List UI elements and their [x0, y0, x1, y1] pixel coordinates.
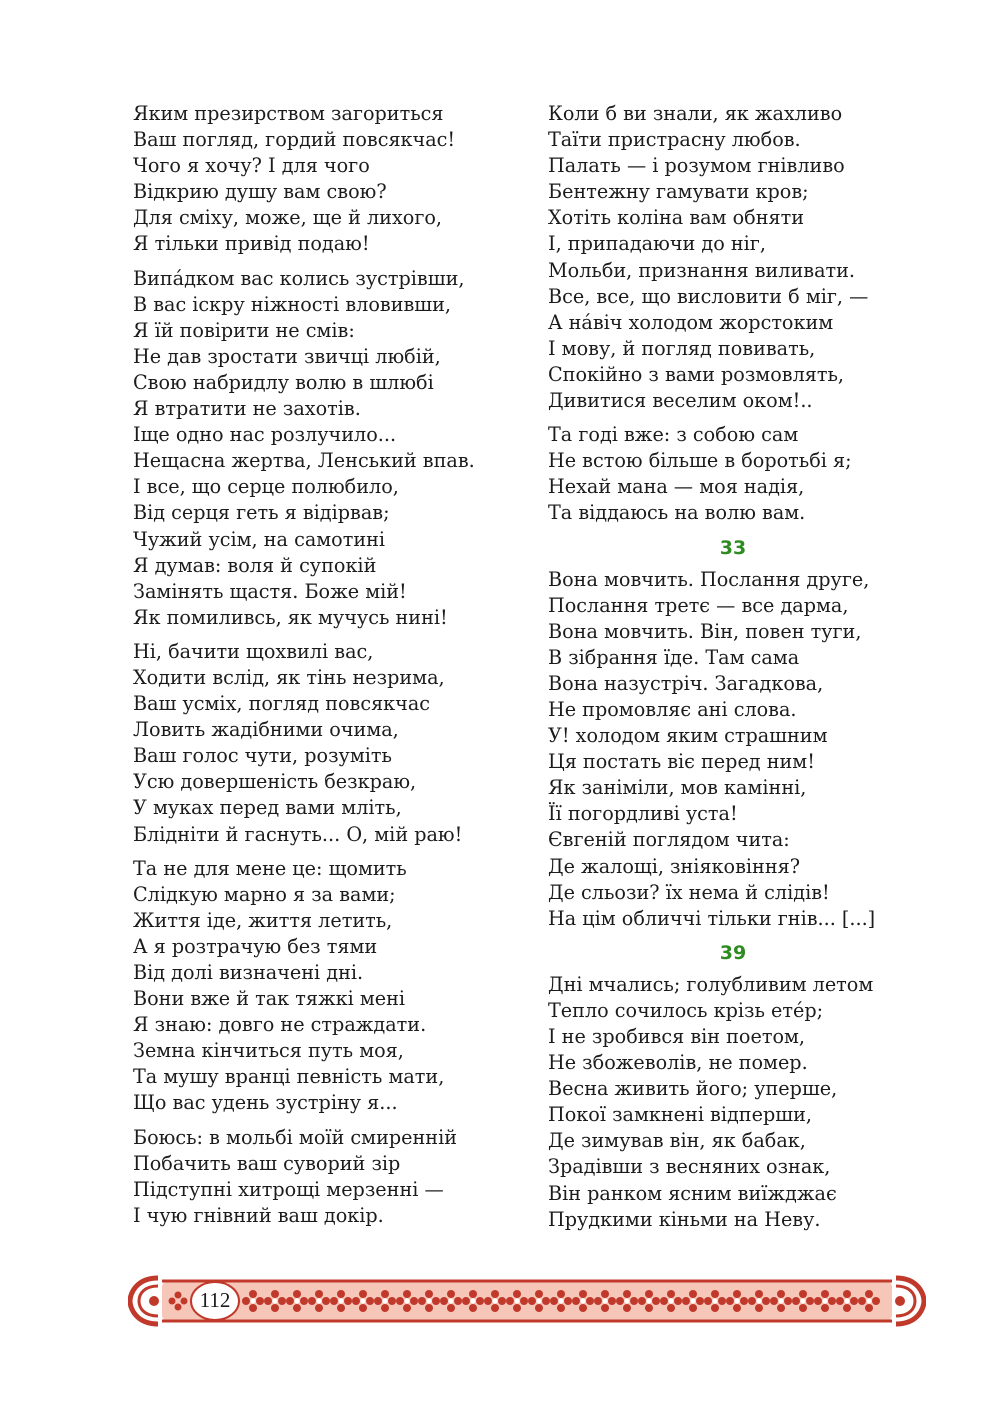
- poem-line: Блідніти й гаснуть... О, мій раю!: [133, 822, 463, 846]
- poem-line: Земна кінчиться путь моя,: [133, 1039, 404, 1063]
- poem-line: Ловить жадібними очима,: [133, 718, 399, 742]
- section-39-stanza: [548, 972, 948, 1233]
- poem-line: Ця постать віє перед ним!: [548, 750, 815, 774]
- poem-line: Все, все, що висловити б міг, —: [548, 284, 869, 308]
- poem-line: Життя іде, життя летить,: [133, 908, 393, 932]
- poem-line: Та віддаюсь на волю вам.: [548, 501, 806, 525]
- poem-line: І не зробився він поетом,: [548, 1025, 806, 1048]
- poem-line: Вона мовчить. Він, повен туги,: [548, 619, 862, 643]
- poem-line: Боюсь: в мольбі моїй смиренній: [133, 1125, 458, 1149]
- poem-line: Послання третє — все дарма,: [548, 593, 849, 617]
- poem-line: Не дав зростати звичці любій,: [133, 344, 441, 368]
- poem-line: Коли б ви знали, як жахливо: [548, 102, 843, 125]
- poem-line: Не встою більше в боротьбі я;: [548, 449, 852, 473]
- poem-line: Євгеній поглядом чита:: [548, 828, 790, 852]
- section-number-33: 33: [719, 536, 747, 559]
- poem-line: Ваш голос чути, розуміть: [133, 744, 392, 768]
- poem-line: Ваш погляд, гордий повсякчас!: [133, 128, 456, 152]
- poem-line: І чую гнівний ваш докір.: [133, 1203, 384, 1227]
- embroidery-border-ornament-icon: [128, 1272, 926, 1330]
- stanza: [133, 101, 523, 258]
- poem-line: І, припадаючи до ніг,: [548, 232, 766, 256]
- poem-line: Де зимував він, як бабак,: [548, 1129, 806, 1153]
- stanza-group: [548, 101, 948, 527]
- poem-line: Що вас удень зустріну я...: [133, 1091, 398, 1115]
- poem-line: Мольби, признання виливати.: [548, 258, 856, 282]
- poem-line: Та не для мене це: щомить: [133, 856, 407, 880]
- poem-line: В вас іскру ніжності вловивши,: [133, 292, 452, 316]
- poem-line: І мову, й погляд повивать,: [548, 336, 816, 360]
- poem-line: Ні, бачити щохвилі вас,: [133, 639, 374, 663]
- poem-line: Яким презирством загориться: [133, 102, 444, 125]
- right-column: [548, 101, 948, 1241]
- poem-line: Спокійно з вами розмовлять,: [548, 362, 845, 386]
- poem-line: Він ранком ясним виїжджає: [548, 1181, 837, 1205]
- poem-line: Підступні хитрощі мерзенні —: [133, 1177, 444, 1201]
- poem-line: А я розтрачую без тями: [133, 934, 378, 958]
- poem-line: Таїти пристрасну любов.: [548, 128, 801, 152]
- poem-line: Як помиливсь, як мучусь нині!: [133, 605, 448, 629]
- poem-line: Ваш усміх, погляд повсякчас: [133, 692, 431, 716]
- stanza: [133, 266, 523, 631]
- stanza: [548, 101, 948, 414]
- poem-line: Ходити вслід, як тінь незрима,: [133, 665, 445, 689]
- poem-line: Вона назустріч. Загадкова,: [548, 671, 824, 695]
- poem-line: У! холодом яким страшним: [548, 724, 828, 748]
- poem-line: Я знаю: довго не страждати.: [133, 1013, 427, 1037]
- poem-line: А нáвіч холодом жорстоким: [548, 310, 834, 334]
- poem-line: Хотіть коліна вам обняти: [548, 206, 804, 230]
- poem-line: У муках перед вами мліть,: [133, 796, 402, 820]
- poem-line: Тепло сочилось крізь етéр;: [548, 998, 824, 1022]
- poem-line: Де сльози? їх нема й слідів!: [548, 880, 830, 904]
- poem-line: Її погордливі уста!: [548, 802, 738, 826]
- poem-line: Замінять щастя. Боже мій!: [133, 579, 407, 603]
- poem-line: Від серця геть я відірвав;: [133, 501, 390, 525]
- poem-line: Свою набридлу волю в шлюбі: [133, 370, 434, 394]
- poem-line: Палать — і розумом гнівливо: [548, 154, 845, 178]
- poem-line: Усю довершеність безкраю,: [133, 770, 417, 794]
- poem-line: Не промовляє ані слова.: [548, 697, 797, 721]
- poem-line: Чужий усім, на самотині: [133, 527, 386, 551]
- poem-line: Зрадівши з весняних ознак,: [548, 1155, 831, 1179]
- poem-line: Та мушу вранці певність мати,: [133, 1065, 445, 1089]
- poem-line: Не збожеволів, не помер.: [548, 1051, 808, 1075]
- stanza: [133, 639, 523, 848]
- poem-line: Випáдком вас колись зустрівши,: [133, 266, 465, 290]
- poem-line: Вони вже й так тяжкі мені: [133, 987, 406, 1011]
- left-column: [133, 101, 523, 1237]
- poem-line: Відкрию душу вам свою?: [133, 180, 387, 204]
- poem-line: Вона мовчить. Послання друге,: [548, 567, 870, 591]
- poem-line: Дні мчались; голубливим летом: [548, 972, 874, 996]
- poem-line: Слідкую марно я за вами;: [133, 882, 396, 906]
- poem-line: І все, що серце полюбило,: [133, 475, 399, 499]
- stanza: [133, 856, 523, 1117]
- poem-line: Бентежну гамувати кров;: [548, 180, 809, 204]
- stanza: [133, 1125, 523, 1229]
- poem-line: Як заніміли, мов камінні,: [548, 776, 807, 800]
- poem-line: Я тільки привід подаю!: [133, 232, 370, 256]
- poem-line: Та годі вже: з собою сам: [548, 423, 799, 447]
- poem-line: На цім обличчі тільки гнів... [...]: [548, 906, 876, 930]
- poem-line: Де жалощі, зніяковіння?: [548, 854, 801, 878]
- poem-line: Я їй повірити не смів:: [133, 318, 355, 342]
- poem-line: В зібрання їде. Там сама: [548, 645, 800, 669]
- poem-line: Я думав: воля й супокій: [133, 553, 377, 577]
- poem-line: Нехай мана — моя надія,: [548, 475, 805, 499]
- poem-line: Іще одно нас розлучило...: [133, 423, 397, 447]
- poem-line: Дивитися веселим оком!..: [548, 389, 813, 413]
- poem-line: Прудкими кіньми на Неву.: [548, 1207, 821, 1231]
- poem-line: Весна живить його; уперше,: [548, 1077, 838, 1101]
- stanza: [548, 422, 948, 526]
- poem-line: Я втратити не захотів.: [133, 397, 361, 421]
- poem-line: Для сміху, може, ще й лихого,: [133, 206, 443, 230]
- poem-line: Покої замкнені відперши,: [548, 1103, 812, 1127]
- section-number-39: 39: [719, 941, 747, 964]
- section-33-stanza: [548, 567, 948, 932]
- page-number: 112: [199, 1288, 231, 1312]
- poem-line: Нещасна жертва, Ленський впав.: [133, 449, 475, 473]
- poem-line: Від долі визначені дні.: [133, 961, 364, 984]
- poem-line: Побачить ваш суворий зір: [133, 1151, 401, 1175]
- poem-line: Чого я хочу? І для чого: [133, 154, 370, 178]
